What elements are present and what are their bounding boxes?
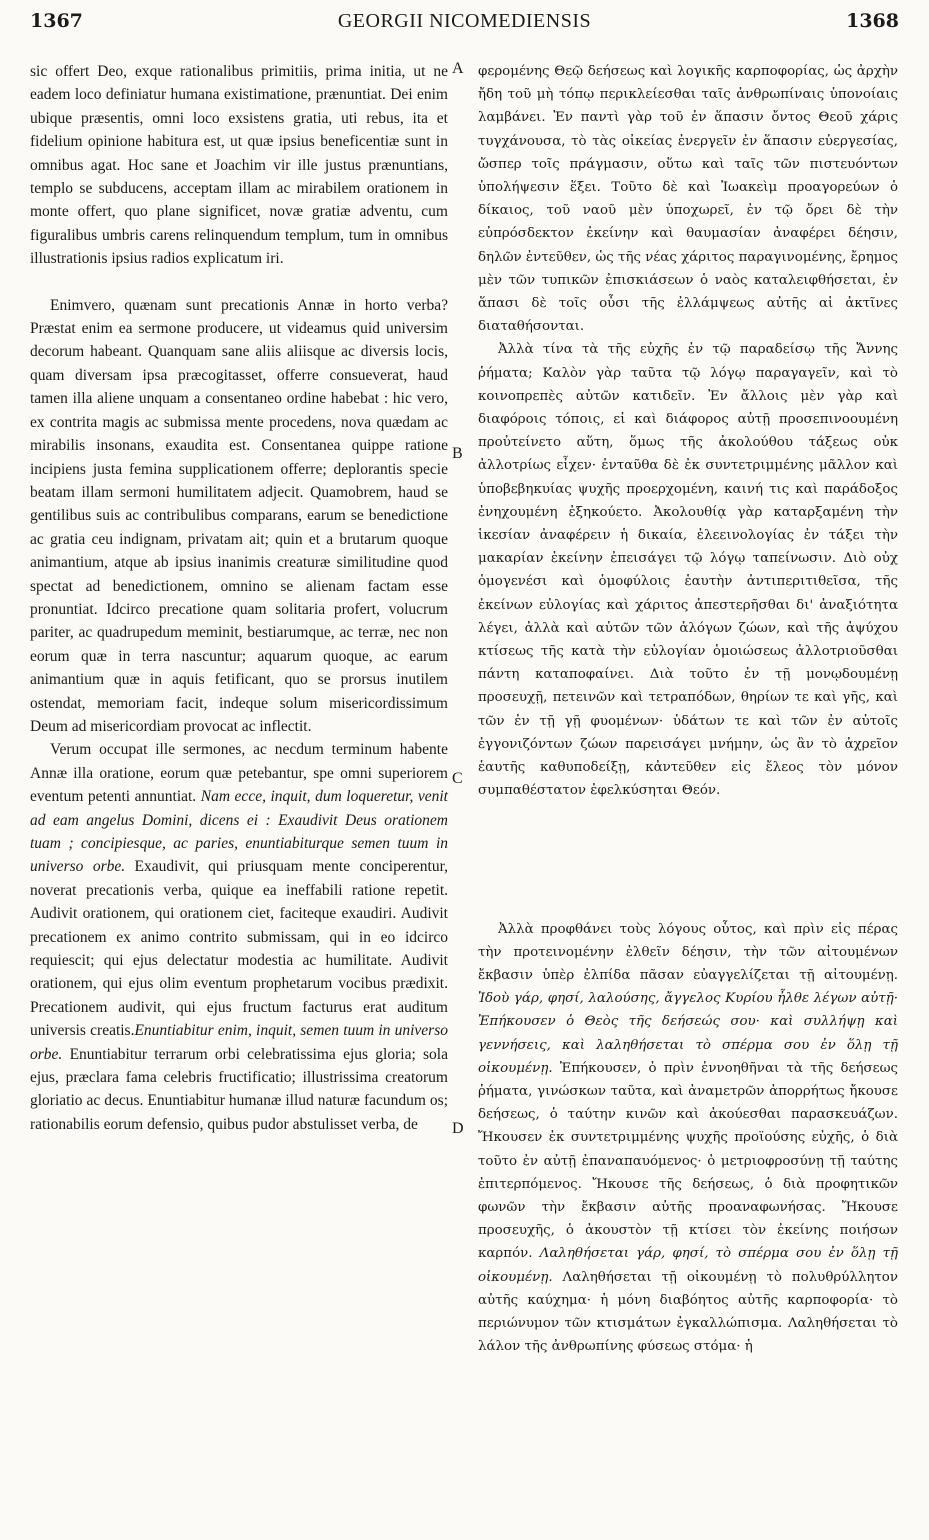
latin-paragraph [30,738,448,1136]
greek-paragraph: Ἀλλὰ τίνα τὰ τῆς εὐχῆς ἐν τῷ παραδείσῳ τῆς Ἄννης ῥήματα; Καλὸν γὰρ ταῦτα τῷ λόγῳ παραγαγεῖν, καὶ τὸ κοινοπρεπὲς αὐτῶν κατιδεῖν. Ἐν ἄλλοις μὲν γὰρ καὶ διαφόροις τόποις, εἰ καὶ διάφορος αὐτῇ προσεπινοουμένη προὐτείνετο αὕτη, ὅμως τῆς ἀκολούθου τάξεως οὐκ ἀλλοτρίως εἶχεν· ἐνταῦθα δὲ ἐκ συντετριμμένης μᾶλλον καὶ ὑποβεβηκυίας ψυχῆς προερχομένη, καινή τις καὶ παράδοξος ἐνηχουμένη ἐξηκούετο. Ἀκολουθίᾳ γὰρ καταρξαμένη τὴν ἱκεσίαν ἀναφέρειν ἡ δικαία, ἐλεεινολογίας ἐν τάξει τὴν μακαρίαν ἐκείνην ἐπεισάγει τῷ λόγῳ ταπείνωσιν. Διὸ οὐχ ὁμογενέσι καὶ ὁμοφύλοις ἑαυτὴν ἀντιπεριτιθεῖσα, τῆς ἐκείνων εὐλογίας καὶ χάριτος ἀπεστερῆσθαι δι' ἀναξιότητα λέγει, ἀλλὰ καὶ αὐτῶν τῶν ἀλόγων ζώων, καὶ τῆς ἀψύχου κτίσεως τῆς κατὰ τὴν εὐλογίαν ὁμοιώσεως ἀλλοτριοῦσθαι πάντη καταποφαίνει. Διὰ τοῦτο ἐν τῇ μονῳδουμένῃ προσευχῇ, πετεινῶν καὶ τετραπόδων, θηρίων τε καὶ γῆς, καὶ τῶν ἐν τῇ γῇ φυομένων· ὑδάτων τε καὶ τῶν ἐν αὐτοῖς ἐγγονιζόντων ζώων παρεισάγει μνήμην, ὡς ἂν τὸ ἀχρεῖον ἑαυτῆς καθυποδείξῃ, κἀντεῦθεν εἰς ἔλεος τὸν μόνον συμπαθέστατον ἐφελκύσηται Θεόν. [478,342,898,799]
running-title: GEORGII NICOMEDIENSIS [337,10,592,32]
greek-quotation: Λαληθήσεται γάρ, φησί, τὸ σπέρμα σου ἐν ὅλῃ τῇ οἰκουμένῃ. [478,1246,898,1285]
latin-quotation: Enuntiabitur enim, inquit, semen tuum in universo orbe. [30,1022,448,1063]
running-header [30,10,899,40]
greek-text: Ἀλλὰ προφθάνει τοὺς λόγους οὗτος, καὶ πρὶν εἰς πέρας τὴν προτεινομένην ἐλθεῖν δέησιν, τὴν τῶν αἰτουμένων ἔκβασιν ὑπὲρ ἐλπίδα πᾶσαν εὐαγγελίζεται τῇ αἰτουμένῃ. [478,921,898,983]
latin-text: Enuntiabitur terrarum orbi celebratissima ejus gloria; sola ejus, præclara fama celebris fructificatio; illustrissima creatorum gloriatio ac decus. Enuntiabitur humanæ illud naturæ facundum os; rationabilis eorum defensio, quibus pudor abstulisset verba, de [30,1045,448,1133]
greek-paragraph [478,918,898,1359]
greek-text: Ἐπήκουσεν, ὁ πρὶν ἐννοηθῆναι τὰ τῆς δεήσεως ῥήματα, γινώσκων ταῦτα, καὶ ἀναμετρῶν ἀπορρήτως ἤκουσε δεήσεως, ὁ ταύτην κινῶν καὶ ἀκούεσθαι παρασκευάζων. Ἤκουσεν ἐκ συντετριμμένης ψυχῆς προϊούσης εὐχῆς, ὁ διὰ τοῦτο ἐν αὐτῇ ἐπαναπαυόμενος· ὁ μετριοφροσύνῃ τῇ ταύτης ἐπιτερπόμενος. Ἤκουσε τῆς δεήσεως, ὁ διὰ προφητικῶν φωνῶν τὴν ἔκβασιν αὐτῆς προαναφωνήσας. Ἤκουσε προσευχῆς, ὁ ἀκουστὸν τῇ κτίσει τὸν ἐκείνης ποιήσων καρπόν. [478,1060,898,1262]
greek-quotation: Ἰδοὺ γάρ, φησί, λαλούσης, ἄγγελος Κυρίου ἦλθε λέγων αὐτῇ· Ἐπήκουσεν ὁ Θεὸς τῆς δεήσεώς σου· καὶ συλλήψῃ καὶ γεννήσεις, καὶ λαληθήσεται τὸ σπέρμα σου ἐν ὅλῃ τῇ οἰκουμένῃ. [478,991,898,1076]
latin-column [30,60,448,1136]
latin-paragraph: sic offert Deo, exque rationalibus primitiis, prima initia, ut ne eadem loco definiatur humana existimatione, prænuntiat. Dei enim ubique præsentis, omni loco exsistens gratia, uti rebus, ita et fidelium opinione habitura est, ut quæ ipsius beneficentiæ sunt in omnibus agat. Hoc sane et Joachim vir ille justus prænuntians, templo se subducens, acceptam illam ac mirabilem orationem in monte offert, quo plane significet, novæ gratiæ adventu, cum figuralibus umbris carens relinquendum templum, tum in omnibus illustrationis ipsius radios explicatum iri. [30,63,448,268]
page-number-left: 1367 [30,10,83,32]
section-marker-d: D [452,1120,464,1137]
section-marker-a: A [452,60,464,77]
greek-column [478,60,898,1358]
section-marker-b: B [452,445,463,462]
greek-text: Λαληθήσεται τῇ οἰκουμένῃ τὸ πολυθρύλλητον αὐτῆς καύχημα· ἡ μόνη διαβόητος αὐτῆς καρποφορία· τὸ περιώνυμον τῶν κτισμάτων ἐγκαλλώπισμα. Λαληθήσεται τὸ λάλον τῆς ἀνθρωπίνης φύσεως στόμα· ἡ [478,1269,899,1355]
latin-text: Exaudivit, qui priusquam mente conciperentur, noverat precationis verba, quique ea ineffabili ratione repetit. Audivit orationem, qui orationem ciet, faciteque exaudiri. Audivit precationem ex animo contrito submissam, qui in eo idcirco requiescit; qui ejus delectatur modestia ac humilitate. Audivit orationem, qui ejus olim eventum prophetarum vocibus prædixit. Precationem audivit, qui ejus fructum facturus erat auditum universis creatis. [30,858,449,1040]
latin-text: Verum occupat ille sermones, ac necdum terminum habente Annæ illa oratione, eorum quæ petebantur, spe omni superiorem eventum petenti annuntiat. [30,741,448,806]
greek-paragraph: φερομένης Θεῷ δεήσεως καὶ λογικῆς καρποφορίας, ὡς ἀρχὴν ἤδη τοῦ μὴ τόπῳ περικλείεσθαι ταῖς ἀνθρωπίναις ὑπονοίαις λαμβάνει. Ἐν παντὶ γὰρ τοῦ ἐν ἅπασιν ὄντος Θεοῦ χάρις τυγχάνουσα, τὸ τὰς οἰκείας ἐνεργεῖν ἐν ἅπασιν εὐεργεσίας, ὥσπερ τοῖς πράγμασιν, οὕτω καὶ ταῖς τῶν πιστευόντων ὑπολήψεσιν ἕξει. Τοῦτο δὲ καὶ Ἰωακεὶμ προαγορεύων ὁ δίκαιος, τοῦ ναοῦ μὲν ὑποχωρεῖ, ἐν τῷ ὄρει δὲ τὴν εὐπρόσδεκτον ἐκείνην καὶ θαυμασίαν ἀναφέρει δέησιν, δηλῶν ἐντεῦθεν, ὡς τῆς νέας χάριτος παραγινομένης, ἔρημος μὲν τῶν τυπικῶν ἐπισκιάσεων ὁ ναὸς καταλειφθήσεται, ἐν ἅπασι δὲ τοῖς οὖσι τῆς ἐλλάμψεως αὐτῆς αἱ ἀκτῖνες διαταθήσονται. [478,64,898,335]
latin-quotation: Nam ecce, inquit, dum loqueretur, venit ad eam angelus Domini, dicens ei : Exaudivit Deus orationem tuam ; concipiesque, ac paries, enuntiabiturque semen tuum in universo orbe. [30,788,448,876]
section-marker-c: C [452,770,463,787]
latin-paragraph: Enimvero, quænam sunt precationis Annæ in horto verba? Præstat enim ea sermone producere, ut videamus quid universim decorum habeant. Quanquam sane aliis aliisque ac diversis locis, quam diversam ipsa præcogitasset, offerre consueverat, haud tamen illa aliene unquam a consentaneo ordine habebat : hic vero, ex contrita magis ac submissa mente procedens, nova quædam ac mirabilis insonans, exaudita est. Consentanea quippe ratione incipiens justa femina supplicationem offerre; deplorantis specie beatam illam sermoni humilitatem adjecit. Quamobrem, haud se gentilibus suis ac contribulibus comparans, earum se benedictione ac gratia ceu indignam, privatam ait; quin et a brutarum quoque animantium, atque ab ipsius inanimis creaturæ similitudine quod spectat ad benedictionem, omnino se alienam factam esse pronuntiat. Idcirco precatione quam solitaria profert, volucrum pariter, ac quadrupedum meminit, bestiarumque, ac terræ, nec non eorum quæ in terra nascuntur; aquarum quoque, ac earum animantium quæ in aquis fetificant, quo se prorsus inutilem ostendat, memoriam facit, indeque solum misericordissimum Deum ad misericordiam provocat ac inflectit. [30,296,448,735]
page-number-right: 1368 [846,10,899,32]
